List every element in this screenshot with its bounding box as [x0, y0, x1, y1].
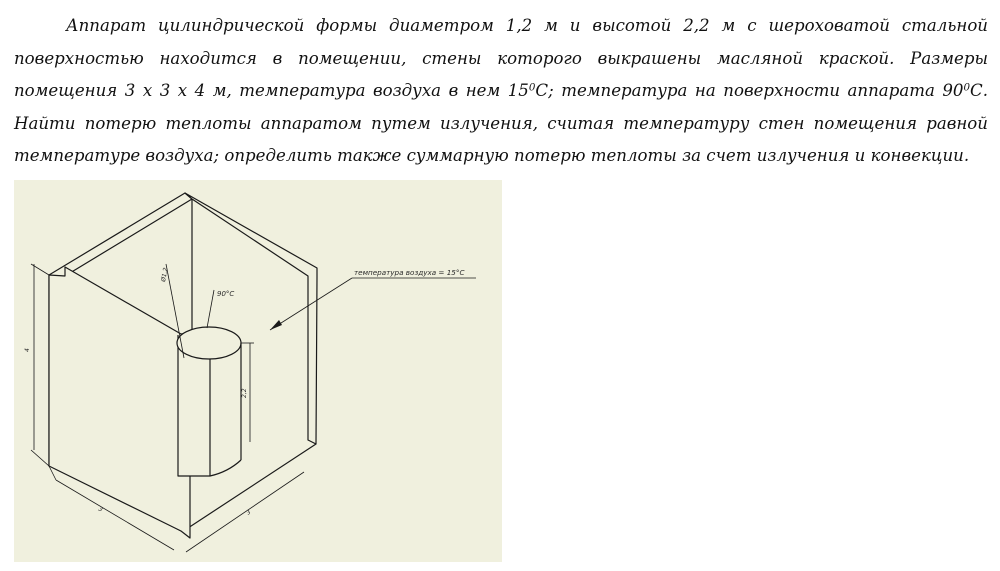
surface-temperature-label: 90°С [217, 290, 235, 298]
cylinder-bottom-arc [210, 460, 241, 476]
temp-leader [207, 290, 214, 328]
air-temp-arrowhead [270, 320, 282, 330]
air-temperature-label: температура воздуха = 15°С [354, 268, 465, 277]
cylinder-top [177, 327, 241, 359]
front-left-wall [49, 267, 190, 538]
problem-text-part-3: С. Найти потерю теплоты аппаратом путем излучения, считая температуру стен помещения равной температуре воздуха; определить также суммарную потерю теплоты за счет излучения и конвекции. [14, 81, 988, 166]
room-height-label: 4 [24, 348, 31, 352]
diameter-label: Ø1,2 [160, 267, 170, 283]
room-width-label: 3 [245, 508, 253, 517]
room-apparatus-figure [14, 180, 502, 562]
height-ext-bottom [31, 450, 49, 466]
isometric-drawing [14, 180, 502, 562]
degree-superscript-surface: 0 [963, 81, 971, 94]
degree-superscript-air: 0 [528, 81, 536, 94]
room-depth-label: 3 [97, 505, 104, 514]
problem-text [14, 10, 988, 173]
problem-text-part-1: Аппарат цилиндрической формы диаметром 1,2 м и высотой 2,2 м с шероховатой стальной поверхностью находится в помещении, стены которого выкрашены масляной краской. Размеры помещения 3 х 3 х 4 м, температура воздуха в нем 15 [14, 16, 988, 101]
cylinder-height-label: 2,2 [241, 388, 248, 398]
problem-text-part-2: С; температура на поверхности аппарата 90 [535, 81, 964, 101]
